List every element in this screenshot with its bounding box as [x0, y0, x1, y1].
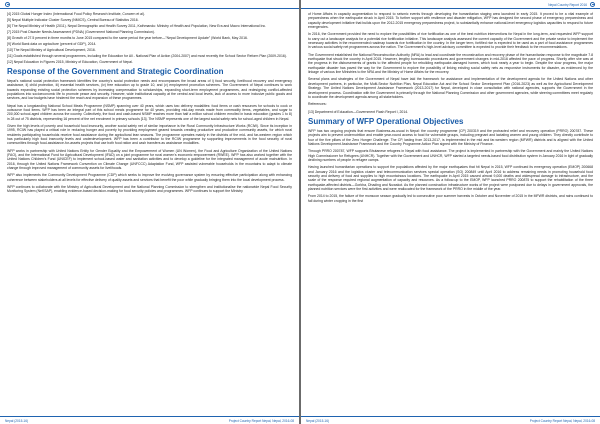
body-paragraph: Nepal has a longstanding National School Meals Programme (NSMP) spanning over 40 years, which uses two delivery modalities: food items or cash resources for schools to cook or outsource food items. WFP has been an integral part of this school meals programme for 40 years, providing mid-day meals made from commodity items, vegetables, and sugar to 200,000 school-aged children across the country. Collectively, the food and cash-based NSMP reaches more than half a million school children enrolled in basic education (grades 1 to 8) in 28 out of 75 districts, representing 16 percent of the net enrolment in primary schools [13]. The NSMP represents one of the largest social safety nets for school-aged children in Nepal. [7, 103, 292, 121]
body-paragraph: of Home Affairs in capacity augmentation to respond to seismic events through developing the humanitarian staging area launched in early 2015. It proved to be a vital example of preparedness when the earthquake struck in April 2015. To further support with resilience and disaster mitigation, WFP has designed the second phase of emergency preparedness and capacity development initiative that builds upon the 2012-2015 emergency preparedness project, to substantially enhance national-level emergency logistics capacities to respond to future emergencies. [308, 12, 593, 30]
references-label: References: [308, 102, 327, 107]
body-paragraph: In 2016, the Government provided the need to explore the possibilities of rice fortification as one of the best nutrition interventions for Nepal in the long-term, and requested WFP support to carry out a landscape analysis for a potential rice fortification initiative. This landscape analysis assessed the current capacity of the Government and the private sector to implement the necessary activities in the recommended roadmap towards rice fortification in the country. In the longer term, fortified rice is expected to be used as a part of food assistance programmes in various social safety net programmes across the nation. The Government's high-level advisory committee is expected to provide their feedback to the recommendations. [308, 32, 593, 50]
footnote: [9] World Bank data on agriculture (percent of GDP), 2014. [7, 41, 97, 46]
footnote: [4] 2015 Global Hunger Index (International Food Policy Research Institute, Concern et al). [7, 12, 145, 16]
section-heading-summary: Summary of WFP Operational Objectives [308, 116, 464, 126]
footnote: [11] Goals established through several programmes, including the Education for All - National Plan of Action (2004-2007) and most recently the School Sector Reform Plan (2009-2016). [7, 53, 287, 58]
footnote: [5] Nepal Multiple Indicator Cluster Survey (NMICS), Central Bureau of Statistics 2016. [7, 17, 139, 22]
body-paragraph: WFP continues to collaborate with the Ministry of Agricultural Development and the National Planning Commission to strengthen and institutionalise the nationwide Nepal Food Security Monitoring System (NeKSAP), enabling evidence-based decision-making for food security policies and programmes. WFP continues to support the Ministry [7, 185, 292, 194]
header-title: Nepal Country Report 2016 [548, 3, 587, 7]
header-rule [301, 8, 600, 9]
body-paragraph: Through PRRO 200787, WFP supports Bhutanese refugees in Nepal with food assistance. The project is implemented in partnership with the Government and mainly the United Nations High Commissioner for Refugees (UNHCR). Together with the Government and UNHCR, WFP started a targeted needs-based food distribution system in January 2016 in light of gradually declining numbers of people in refugee camps. [308, 149, 593, 162]
section-heading-response: Response of the Government and Strategic Coordination [7, 66, 224, 76]
footnote: [12] Nepal Education in Figures 2015, Ministry of Education, Government of Nepal. [7, 59, 133, 64]
footnotes [7, 12, 292, 64]
body-paragraph: Given the high levels of poverty and household food insecurity, another social safety net of similar importance is the Rural Community Infrastructure Works (RCIW). Since its inception in 1995, RCIW has played a critical role in reducing hunger and poverty by providing employment geared towards creating productive and productive community assets, for which rural residents participating households receive food assistance during the agricultural lean seasons. The programme operates mainly in the districts of the mid- and far-western region which has particularly high food insecurity levels and underdevelopment. WFP has been a contributor to the RCIW programme by supporting improvements in the food security of rural communities through food-assistance-for-assets projects that use both food ration and cash transfers as assistance modalities. [7, 123, 292, 146]
footnote: [8] Growth of 27.5 percent in three months to June 2015 compared to the same period the year before—"Nepal Development Update" (World Bank, May 2016. [7, 35, 248, 40]
body-paragraph: Nepal's national social protection framework identifies the country's social protection needs and encompasses the broad areas of i) food security, livelihood recovery and emergency assistance, ii) child protection, iii) essential health services, (iv) free education up to grade 10, and (v) employment promotion schemes. The Government of Nepal continues to work towards expanding existing social protection schemes by increasing compensation to scholarships, expanding short-term employment programmes, and redesigning conflict-affected populations into socioeconomic life to promote peace and security. However, wide institutional capacity at the central and local levels, lack of access to more inclusive public goods and services, and low budgets have hindered the reach and expansion of these programmes. [7, 78, 292, 101]
footer-right-text: Project Country Report Nepal, Nepal, 2016-08 [228, 418, 294, 423]
right-body-text-top [308, 12, 593, 99]
footer-right-text: Project Country Report Nepal, Nepal, 2016-08 [529, 418, 595, 423]
body-paragraph: Several plans and strategies of the Government of Nepal have laid the framework for assistance and implementation of the development agenda for the United Nations and other development partners, in particular, the Multi-Sector Nutrition Plan, Nepal Education Act and the School Sector Development Plan (2016-2023) as well as the Agricultural Development Strategy. The United Nations Development Assistance Framework (2013-2017) for Nepal, developed in close consultation with national agencies, supports the Government in the development process. Coordination with the Government is primarily through the National Planning Commission and other government agencies, while steering committees meet regularly to coordinate the development agenda among all stakeholders. [308, 77, 593, 99]
right-page [301, 0, 600, 424]
footnote: [6] The Nepal Ministry of Health (2011). Nepal Demographic and Health Survey 2011, Kathmandu: Ministry of Health and Population, New Era and Macro International Inc. [7, 23, 267, 28]
body-paragraph: WFP has two ongoing projects that ensure Business-as-usual in Nepal: the country programme (CP) 200319 and the protracted relief and recovery operation (PRRO) 200787. These projects aim to prevent undernutrition and enable year-round access to food for vulnerable groups, including pregnant and lactating women and young children. They directly contribute to four of the five pillars of the Zero Hunger Challenge. The CP, lasting from 2013-2017, is implemented in the mid and far-western region (MFWR) districts and is aligned with the United Nations Development Assistance Framework and the Country Programme Action Plan signed with the Ministry of Finance. [308, 128, 593, 146]
footer-left-text: Nepal (2015-16) [5, 418, 29, 423]
header-rule [0, 8, 299, 9]
right-page-content [308, 12, 593, 414]
references-list [308, 110, 593, 114]
left-page-footer [0, 416, 299, 424]
left-page-header [0, 0, 299, 9]
left-page-content [7, 12, 292, 414]
body-paragraph: WFP also implements the Community Development Programme (CDP) which seeks to improve the evolving governance system by ensuring effective participation along with enhancing coherence between stakeholders at all levels for effective delivery of quality assets and services that benefit the poor while gradually bringing them into the local development process. [7, 173, 292, 182]
wfp-logo-icon [590, 2, 595, 7]
footer-left-text: Nepal (2015-16) [306, 418, 330, 423]
body-paragraph: The Government established the National Reconstruction Authority (NRA) to lead and coordinate the reconstruction and recovery phase of the humanitarian response to the magnitude 7.8 earthquake that struck the country in April 2015. However, lengthy bureaucratic procedures and government changes in mid-2016 affected the pace of progress. Shortly after she was at the progress in the disbursements of grants to the affected people for rebuilding earthquake-damaged homes, which took nearly a year to begin. Despite the slow progress, the major earthquake disaster has paved the way for the Government to explore the possibility of linking existing social safety nets as responsive instruments for disaster, as evidenced by the linkage of various line Ministries to the NRA and the Ministry of Home Affairs for the recovery. [308, 52, 593, 75]
body-paragraph: From 2014 to 2015, the failure of the monsoon season gradually led to consecutive poor summer harvests in October and November of 2015 in the MFWR districts, and rains continued to fall during winter cropping in the first [308, 194, 593, 203]
footer-rule [301, 416, 600, 417]
right-page-footer [301, 416, 600, 424]
body-paragraph: Having launched humanitarian operations to support the populations affected by the major earthquakes that hit Nepal in 2015, WFP continued its emergency operation (EMOP) 200668 and January 2016 and the logistics cluster and telecommunication services special operation (SO) 200849 until April 2016 to address remaining needs in promoting household food security and delivery of food and supplies to high mountainous locations. The earthquake in April 2015 caused almost 9,000 deaths and widespread damage to infrastructure, and the scale of the response required regional augmentation of capacity and resources. As a follow-up to the EMOP, WFP launched PRRO 200875 to support the rehabilitation of the three earthquake-affected districts—Gorkha, Dhading and Nuwakot. As the planned construction infrastructure works of the project were postponed due to delays in government approvals, the planned nutrition services were the first activities and were reallocated for the framework of the PRRO in the middle of the year. [308, 165, 593, 191]
footnote: [10] The Nepal Ministry of Agricultural Development, 2016. [7, 47, 96, 52]
left-page [0, 0, 299, 424]
left-body-text [7, 79, 292, 194]
reference-item: [13] Department of Education—Government Flash Report I, 2014. [308, 109, 409, 114]
right-body-text-bottom [308, 129, 593, 203]
right-page-header [301, 0, 600, 9]
body-paragraph: WFP works in partnership with United Nations Entity for Gender Equality and the Empowerment of Women (UN Women), the Food and Agriculture Organization of the United Nations (FAO), and the International Fund for Agricultural Development (IFAD) on a joint programme for rural women's economic empowerment (RWEE). WFP has also worked together with the United Nations Children's Fund (UNICEF) to implement school-based water and sanitation activities and to develop a guideline for the integrated management of acute malnutrition. In 2016, through the United Nations Framework Convention on Climate Change (UNFCCC) Adaptation Fund, WFP assisted vulnerable households in the mountains to adapt to climate change through improved management of community assets for livelihoods. [7, 148, 292, 171]
wfp-logo-icon [5, 2, 10, 7]
footer-rule [0, 416, 299, 417]
footnote: [7] 2015 Post Disaster Needs Assessment (PDNA) (Government National Planning Commission). [7, 29, 155, 34]
